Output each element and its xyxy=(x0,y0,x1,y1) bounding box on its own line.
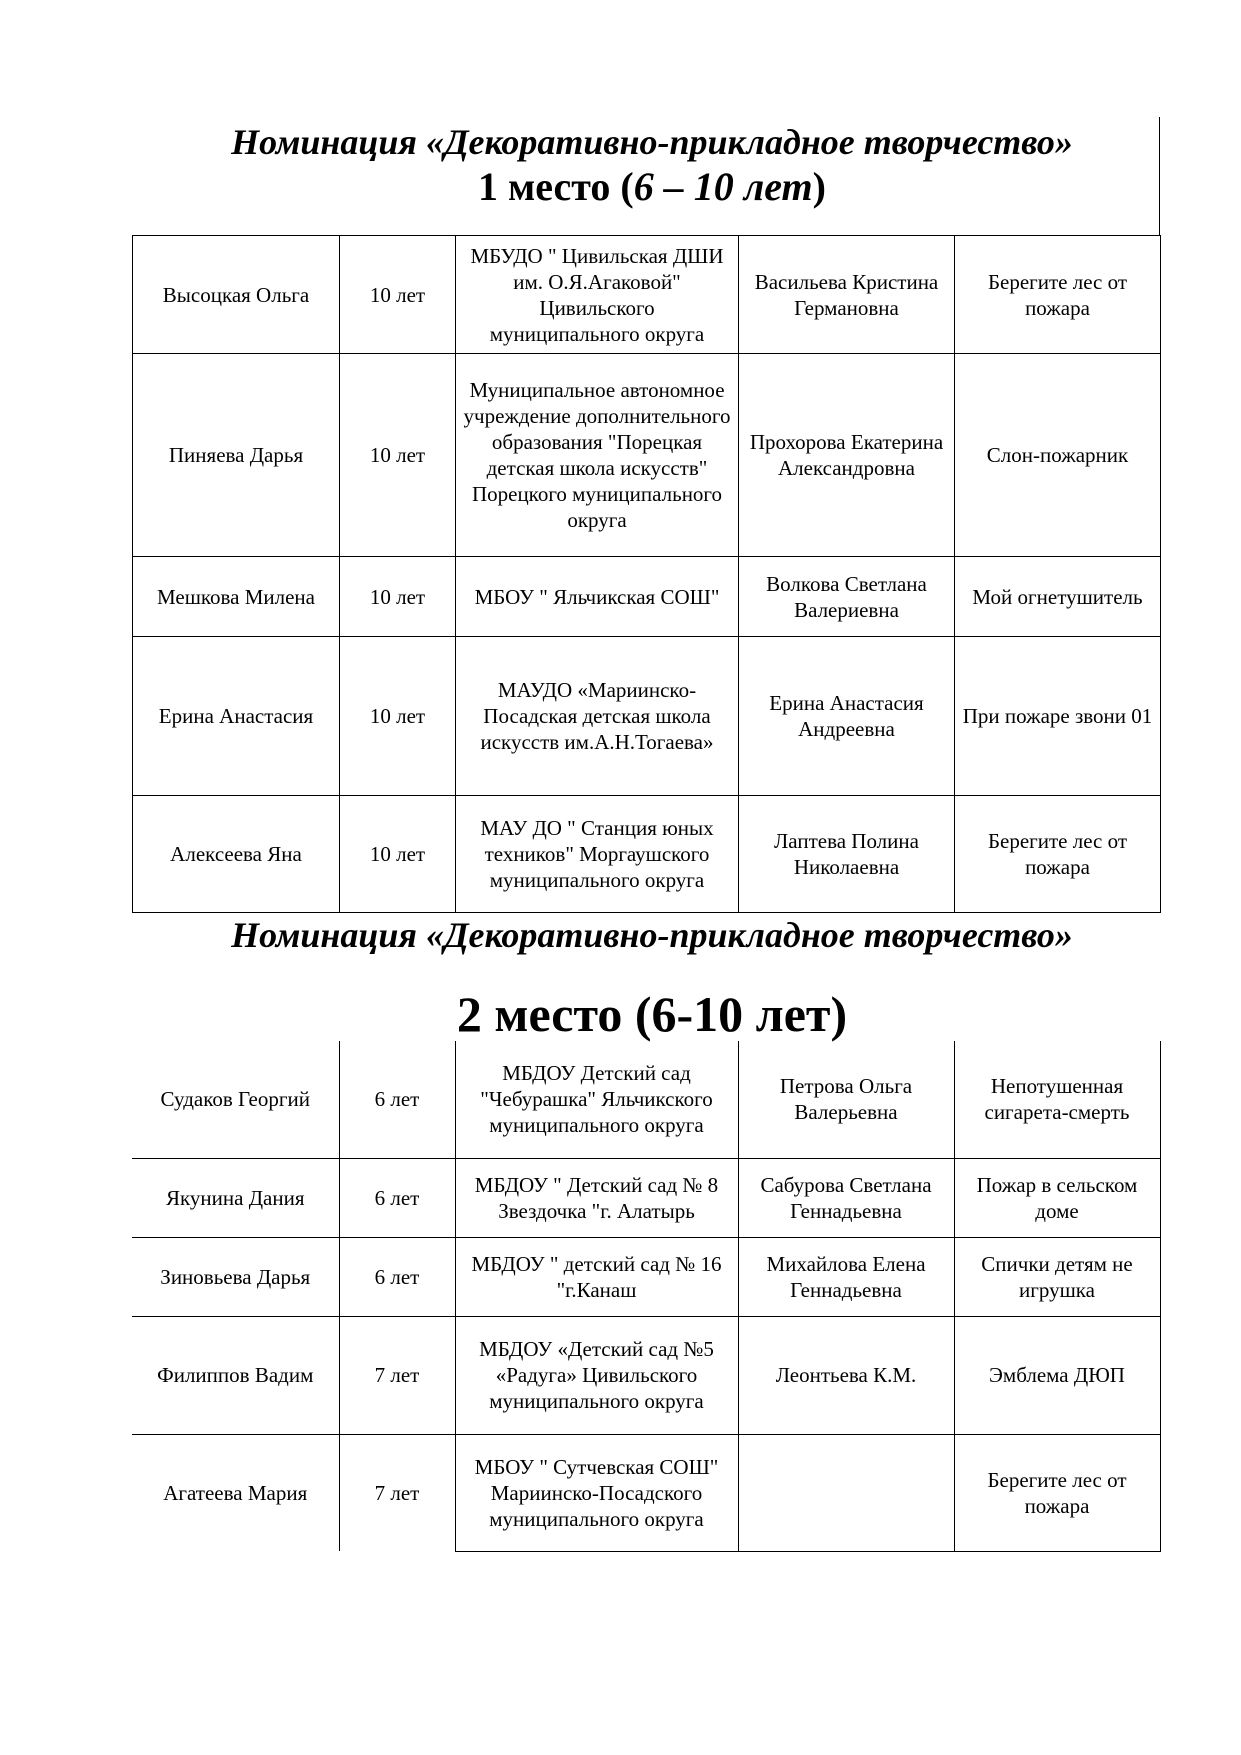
work-title: Берегите лес от пожара xyxy=(954,1434,1160,1551)
institution: МБДОУ «Детский сад №5 «Радуга» Цивильского муниципального округа xyxy=(455,1316,738,1434)
participant-name: Мешкова Милена xyxy=(133,557,340,637)
participant-age: 10 лет xyxy=(340,637,456,796)
participant-age: 10 лет xyxy=(340,796,456,913)
section2-nomination-title: Номинация «Декоративно-прикладное творчество» xyxy=(231,915,1073,955)
table-row xyxy=(132,1237,1160,1316)
institution: МБДОУ " Детский сад № 8 Звездочка "г. Алатырь xyxy=(455,1158,738,1237)
institution: МБДОУ " детский сад № 16 "г.Канаш xyxy=(455,1237,738,1316)
institution: МАУ ДО " Станция юных техников" Моргаушского муниципального округа xyxy=(456,796,739,913)
table-row xyxy=(132,1434,1160,1551)
participant-age: 7 лет xyxy=(339,1434,455,1551)
section2-place-title: 2 место (6-10 лет) xyxy=(456,986,848,1042)
institution: МБДОУ Детский сад "Чебурашка" Яльчикского муниципального округа xyxy=(455,1041,738,1158)
teacher: Сабурова Светлана Геннадьевна xyxy=(738,1158,954,1237)
institution: МБОУ " Сутчевская СОШ" Мариинско-Посадского муниципального округа xyxy=(455,1434,738,1551)
table-row xyxy=(133,354,1161,557)
table-row xyxy=(132,1316,1160,1434)
institution: Муниципальное автономное учреждение дополнительного образования "Порецкая детская школа искусств" Порецкого муниципального округа xyxy=(456,354,739,557)
work-title: Слон-пожарник xyxy=(955,354,1161,557)
work-title: Берегите лес от пожара xyxy=(955,796,1161,913)
participant-name: Филиппов Вадим xyxy=(132,1316,339,1434)
section1-results-table xyxy=(132,235,1161,913)
participant-age: 6 лет xyxy=(339,1158,455,1237)
teacher: Васильева Кристина Германовна xyxy=(739,236,955,354)
institution: МБУДО " Цивильская ДШИ им. О.Я.Агаковой" Цивильского муниципального округа xyxy=(456,236,739,354)
institution: МБОУ " Яльчикская СОШ" xyxy=(456,557,739,637)
section1-nomination-title: Номинация «Декоративно-прикладное творчество» xyxy=(231,122,1073,162)
table-row xyxy=(133,557,1161,637)
section1-place-close: ) xyxy=(812,164,826,209)
table-row xyxy=(132,1041,1160,1158)
work-title: Пожар в сельском доме xyxy=(954,1158,1160,1237)
section1-place-title xyxy=(132,164,1172,209)
participant-name: Агатеева Мария xyxy=(132,1434,339,1551)
section2-results-table xyxy=(132,1041,1161,1552)
participant-age: 10 лет xyxy=(340,236,456,354)
teacher: Леонтьева К.М. xyxy=(738,1316,954,1434)
participant-age: 10 лет xyxy=(340,354,456,557)
participant-name: Высоцкая Ольга xyxy=(133,236,340,354)
work-title: Непотушенная сигарета-смерть xyxy=(954,1041,1160,1158)
participant-age: 7 лет xyxy=(339,1316,455,1434)
teacher: Лаптева Полина Николаевна xyxy=(739,796,955,913)
table-row xyxy=(133,236,1161,354)
participant-name: Алексеева Яна xyxy=(133,796,340,913)
work-title: Мой огнетушитель xyxy=(955,557,1161,637)
participant-name: Судаков Георгий xyxy=(132,1041,339,1158)
section1-place-label: 1 место ( xyxy=(478,164,634,209)
teacher: Петрова Ольга Валерьевна xyxy=(738,1041,954,1158)
table-row xyxy=(133,796,1161,913)
work-title: Берегите лес от пожара xyxy=(955,236,1161,354)
table-row xyxy=(133,637,1161,796)
work-title: Спички детям не игрушка xyxy=(954,1237,1160,1316)
participant-name: Зиновьева Дарья xyxy=(132,1237,339,1316)
section1-age-range: 6 – 10 лет xyxy=(633,164,813,209)
teacher xyxy=(738,1434,954,1551)
teacher: Михайлова Елена Геннадьевна xyxy=(738,1237,954,1316)
institution: МАУДО «Мариинско-Посадская детская школа искусств им.А.Н.Тогаева» xyxy=(456,637,739,796)
teacher: Прохорова Екатерина Александровна xyxy=(739,354,955,557)
work-title: Эмблема ДЮП xyxy=(954,1316,1160,1434)
participant-name: Ерина Анастасия xyxy=(133,637,340,796)
teacher: Волкова Светлана Валериевна xyxy=(739,557,955,637)
work-title: При пожаре звони 01 xyxy=(955,637,1161,796)
participant-name: Пиняева Дарья xyxy=(133,354,340,557)
participant-age: 6 лет xyxy=(339,1041,455,1158)
participant-name: Якунина Дания xyxy=(132,1158,339,1237)
table-row xyxy=(132,1158,1160,1237)
participant-age: 6 лет xyxy=(339,1237,455,1316)
participant-age: 10 лет xyxy=(340,557,456,637)
teacher: Ерина Анастасия Андреевна xyxy=(739,637,955,796)
